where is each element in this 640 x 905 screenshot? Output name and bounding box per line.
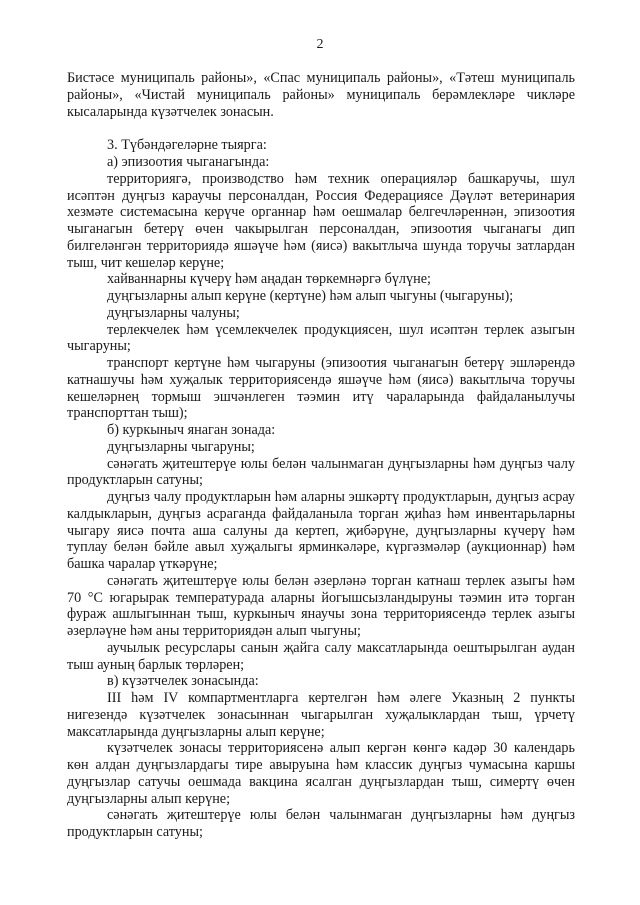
paragraph-item: сәнәгать җитештерүе юлы белән чалынмаган дуңгызларны һәм дуңгыз чалу продуктларын сатуны; [67,455,575,489]
paragraph-item: III һәм IV компартментларга кертелгән һәм әлеге Указның 2 пункты нигезендә күзәтчелек зонасыннан чыгарылган хуҗалыклардан тыш, үрчетү максатларында дуңгызларны алып керүне; [67,690,575,740]
paragraph-item: транспорт кертүне һәм чыгаруны (эпизоотия чыганагын бетерү эшләрендә катнашучы һәм хуҗалык территориясендә яшәүче һәм (яисә) вакытлыча торучы кешеләрнең тормыш эшчәнлеген тәэмин итү чараларында файдаланылучы транспорттан тыш); [67,355,575,422]
paragraph-gap [67,120,575,137]
paragraph-item: сәнәгать җитештерүе юлы белән әзерләнә торган катнаш терлек азыгы һәм 70 °С югарырак температурада аларны йогышсызландыруны тәэмин итә торган фураж ашлыгыннан тыш, куркыныч янаучы зона территориясендә терлек азыгы әзерләүне һәм аны территориядән алып чыгуны; [67,572,575,639]
paragraph-item: дуңгыз чалу продуктларын һәм аларны эшкәртү продуктларын, дуңгыз асрау калдыкларын, дуңгыз асраганда файдаланыла торган җиһаз һәм инвентарьларны чыгару яисә почта аша салуны да кертеп, җибәрүне, дуңгызларны күчерү һәм туплау белән бәйле авыл хуҗалыгы ярминкәләре, күргәзмәләр (аукционнар) һәм башка чаралар үткәрүне; [67,489,575,572]
paragraph-item: терлекчелек һәм үсемлекчелек продукциясен, шул исәптән терлек азыгын чыгаруны; [67,321,575,355]
paragraph-item: хайваннарны күчерү һәм аңадан төркемнәргә бүлүне; [107,271,431,288]
page-number: 2 [316,37,324,52]
paragraph-section-3-heading: 3. Түбәндәгеләрне тыярга: [107,137,267,154]
paragraph-item: күзәтчелек зонасы территориясенә алып кергән көнгә кадәр 30 календарь көн алдан дуңгызлардагы тире авыруына һәм классик дуңгыз чумасына каршы дуңгызлар сатучы оешмада вакцина ясалган дуңгызлардан тыш, симертү өчен дуңгызларны алып керүне; [67,740,575,807]
paragraph-item: территориягә, производство һәм техник операцияләр башкаручы, шул исәптән дуңгыз караучы персоналдан, Россия Федерациясе Дәүләт ветеринария хезмәте системасына керүче органнар һәм оешмалар белгечләреннән, эпизоотия чыганагын бетерү өчен чакырылган персоналдан, эпизоотия чыганагы дип билгеләнгән территориядә яшәүче һәм (яисә) вакытлыча шунда торучы затлардан тыш, чит кешеләр керүне; [67,170,575,271]
paragraph-subsection-b-heading: б) куркыныч янаган зонада: [107,422,276,438]
paragraph-item: дуңгызларны чалуны; [107,304,240,321]
paragraph-item: сәнәгать җитештерүе юлы белән чалынмаган дуңгызларны һәм дуңгыз продуктларын сатуны; [67,807,575,840]
paragraph-intro: Бистәсе муниципаль районы», «Спас муниципаль районы», «Тәтеш муниципаль районы», «Чистай муниципаль районы» муниципаль берәмлекләре чикләре кысаларында күзәтчелек зонасын. [67,70,575,120]
paragraph-subsection-a-heading: а) эпизоотия чыганагында: [107,154,270,170]
paragraph-item: дуңгызларны чыгаруны; [107,438,255,455]
document-body [67,70,575,841]
paragraph-subsection-c-heading: в) күзәтчелек зонасында: [107,673,259,690]
paragraph-item: аучылык ресурслары санын җайга салу максатларында оештырылган аудан тыш ауның барлык төрләрен; [67,639,575,673]
paragraph-item: дуңгызларны алып керүне (кертүне) һәм алып чыгуны (чыгаруны); [107,288,514,304]
